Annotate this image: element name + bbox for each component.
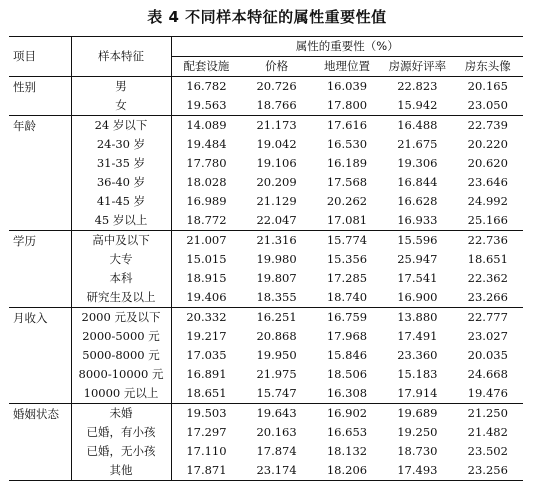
table-row	[9, 154, 523, 173]
sample-label: 41-45 岁	[71, 192, 171, 211]
value-cell: 16.251	[241, 308, 311, 328]
value-cell: 16.902	[312, 404, 382, 424]
header-item: 项目	[9, 37, 71, 77]
table-row	[9, 96, 523, 116]
value-cell: 16.933	[397, 213, 438, 227]
value-cell: 15.015	[186, 252, 227, 266]
value-cell: 19.563	[186, 98, 227, 112]
value-cell: 23.174	[241, 461, 311, 481]
value-cell: 22.777	[453, 308, 523, 328]
value-cell: 17.493	[382, 461, 452, 481]
value-cell: 20.209	[256, 175, 297, 189]
sample-label: 大专	[71, 250, 171, 269]
value-cell: 17.110	[186, 444, 227, 458]
value-cell: 15.183	[397, 367, 438, 381]
sample-label: 男	[71, 77, 171, 97]
header-sample: 样本特征	[71, 37, 171, 77]
value-cell: 17.780	[186, 156, 227, 170]
table-row	[9, 135, 523, 154]
value-cell: 19.406	[186, 290, 227, 304]
value-cell: 20.726	[241, 77, 311, 97]
value-cell: 23.646	[467, 175, 508, 189]
value-cell: 17.081	[326, 213, 368, 227]
value-cell: 22.739	[453, 116, 523, 136]
value-cell: 25.166	[467, 213, 508, 227]
value-cell: 17.800	[326, 98, 368, 112]
header-attr-group: 属性的重要性（%）	[171, 37, 523, 57]
value-cell: 23.502	[467, 444, 508, 458]
value-cell: 19.484	[186, 137, 227, 151]
value-cell: 16.759	[312, 308, 382, 328]
table-row	[9, 77, 523, 97]
value-cell: 17.871	[171, 461, 241, 481]
table-body	[9, 77, 523, 481]
value-cell: 20.620	[467, 156, 508, 170]
value-cell: 16.891	[186, 367, 227, 381]
value-cell: 14.089	[171, 116, 241, 136]
value-cell: 21.482	[467, 425, 508, 439]
value-cell: 18.915	[186, 271, 227, 285]
sample-label: 45 岁以上	[71, 211, 171, 231]
table-row	[9, 423, 523, 442]
value-cell: 25.947	[397, 252, 438, 266]
value-cell: 17.491	[397, 329, 438, 343]
value-cell: 18.355	[256, 290, 297, 304]
sample-label: 2000 元及以下	[71, 308, 171, 328]
table-row	[9, 231, 523, 251]
value-cell: 21.173	[241, 116, 311, 136]
value-cell: 17.616	[312, 116, 382, 136]
value-cell: 17.874	[256, 444, 297, 458]
group-label: 婚姻状态	[9, 404, 71, 481]
value-cell: 19.217	[186, 329, 227, 343]
value-cell: 18.651	[467, 252, 508, 266]
table-row	[9, 404, 523, 424]
value-cell: 23.027	[467, 329, 508, 343]
value-cell: 15.942	[397, 98, 438, 112]
value-cell: 15.774	[312, 231, 382, 251]
value-cell: 17.285	[326, 271, 368, 285]
value-cell: 16.308	[326, 386, 368, 400]
value-cell: 21.250	[453, 404, 523, 424]
value-cell: 15.356	[326, 252, 368, 266]
sample-label: 研究生及以上	[71, 288, 171, 308]
value-cell: 13.880	[382, 308, 452, 328]
sample-label: 5000-8000 元	[71, 346, 171, 365]
value-cell: 18.506	[326, 367, 368, 381]
value-cell: 16.844	[397, 175, 438, 189]
sample-label: 已婚，有小孩	[71, 423, 171, 442]
value-cell: 16.900	[397, 290, 438, 304]
value-cell: 17.297	[186, 425, 227, 439]
value-cell: 19.042	[256, 137, 297, 151]
value-cell: 20.163	[256, 425, 297, 439]
value-cell: 17.568	[326, 175, 368, 189]
value-cell: 16.628	[397, 194, 438, 208]
value-cell: 19.106	[256, 156, 297, 170]
value-cell: 23.360	[397, 348, 438, 362]
value-cell: 17.914	[397, 386, 438, 400]
sample-label: 女	[71, 96, 171, 116]
header-attr: 配套设施	[171, 57, 241, 77]
value-cell: 16.989	[186, 194, 227, 208]
sample-label: 36-40 岁	[71, 173, 171, 192]
value-cell: 20.262	[326, 194, 368, 208]
value-cell: 22.736	[453, 231, 523, 251]
table-row	[9, 461, 523, 481]
value-cell: 24.668	[467, 367, 508, 381]
table-row	[9, 308, 523, 328]
value-cell: 18.730	[397, 444, 438, 458]
table-row	[9, 346, 523, 365]
sample-label: 未婚	[71, 404, 171, 424]
value-cell: 15.747	[256, 386, 297, 400]
table-row	[9, 250, 523, 269]
value-cell: 19.476	[467, 386, 508, 400]
value-cell: 18.206	[312, 461, 382, 481]
group-label: 性别	[9, 77, 71, 116]
value-cell: 21.316	[241, 231, 311, 251]
value-cell: 20.868	[256, 329, 297, 343]
value-cell: 16.039	[312, 77, 382, 97]
table-caption: 表 4 不同样本特征的属性重要性值	[147, 8, 387, 26]
group-label: 年龄	[9, 116, 71, 231]
sample-label: 高中及以下	[71, 231, 171, 251]
value-cell: 19.250	[397, 425, 438, 439]
value-cell: 18.740	[326, 290, 368, 304]
table-row	[9, 365, 523, 384]
table-row	[9, 442, 523, 461]
value-cell: 20.220	[467, 137, 508, 151]
value-cell: 21.675	[397, 137, 438, 151]
sample-label: 10000 元以上	[71, 384, 171, 404]
value-cell: 17.035	[186, 348, 227, 362]
value-cell: 24.992	[467, 194, 508, 208]
value-cell: 17.541	[397, 271, 438, 285]
value-cell: 19.980	[256, 252, 297, 266]
value-cell: 21.129	[256, 194, 297, 208]
value-cell: 22.823	[382, 77, 452, 97]
header-attr: 房源好评率	[382, 57, 452, 77]
value-cell: 22.047	[256, 213, 297, 227]
sample-label: 31-35 岁	[71, 154, 171, 173]
value-cell: 20.035	[467, 348, 508, 362]
table-row	[9, 288, 523, 308]
table-row	[9, 327, 523, 346]
value-cell: 16.530	[326, 137, 368, 151]
sample-label: 本科	[71, 269, 171, 288]
value-cell: 21.007	[171, 231, 241, 251]
value-cell: 18.028	[186, 175, 227, 189]
value-cell: 17.968	[326, 329, 368, 343]
header-attr: 地理位置	[312, 57, 382, 77]
value-cell: 21.975	[256, 367, 297, 381]
sample-label: 24-30 岁	[71, 135, 171, 154]
table-row	[9, 269, 523, 288]
sample-label: 24 岁以下	[71, 116, 171, 136]
value-cell: 16.782	[171, 77, 241, 97]
table-row	[9, 211, 523, 231]
value-cell: 15.846	[326, 348, 368, 362]
value-cell: 16.488	[382, 116, 452, 136]
value-cell: 23.050	[467, 98, 508, 112]
value-cell: 22.362	[467, 271, 508, 285]
value-cell: 18.132	[326, 444, 368, 458]
table-row	[9, 173, 523, 192]
table-row	[9, 116, 523, 136]
value-cell: 19.950	[256, 348, 297, 362]
value-cell: 18.651	[186, 386, 227, 400]
value-cell: 19.807	[256, 271, 297, 285]
value-cell: 18.772	[186, 213, 227, 227]
header-attr: 房东头像	[453, 57, 523, 77]
value-cell: 16.653	[326, 425, 368, 439]
value-cell: 16.189	[326, 156, 368, 170]
attribute-importance-table	[9, 36, 523, 481]
sample-label: 2000-5000 元	[71, 327, 171, 346]
value-cell: 18.766	[256, 98, 297, 112]
value-cell: 23.256	[453, 461, 523, 481]
header-attr: 价格	[241, 57, 311, 77]
value-cell: 19.689	[382, 404, 452, 424]
table-row	[9, 192, 523, 211]
value-cell: 23.266	[467, 290, 508, 304]
table-row	[9, 384, 523, 404]
group-label: 学历	[9, 231, 71, 308]
sample-label: 其他	[71, 461, 171, 481]
value-cell: 20.332	[171, 308, 241, 328]
sample-label: 已婚，无小孩	[71, 442, 171, 461]
header-row-1	[9, 37, 523, 57]
value-cell: 19.503	[171, 404, 241, 424]
value-cell: 15.596	[382, 231, 452, 251]
value-cell: 19.643	[241, 404, 311, 424]
value-cell: 20.165	[453, 77, 523, 97]
group-label: 月收入	[9, 308, 71, 404]
value-cell: 19.306	[397, 156, 438, 170]
sample-label: 8000-10000 元	[71, 365, 171, 384]
